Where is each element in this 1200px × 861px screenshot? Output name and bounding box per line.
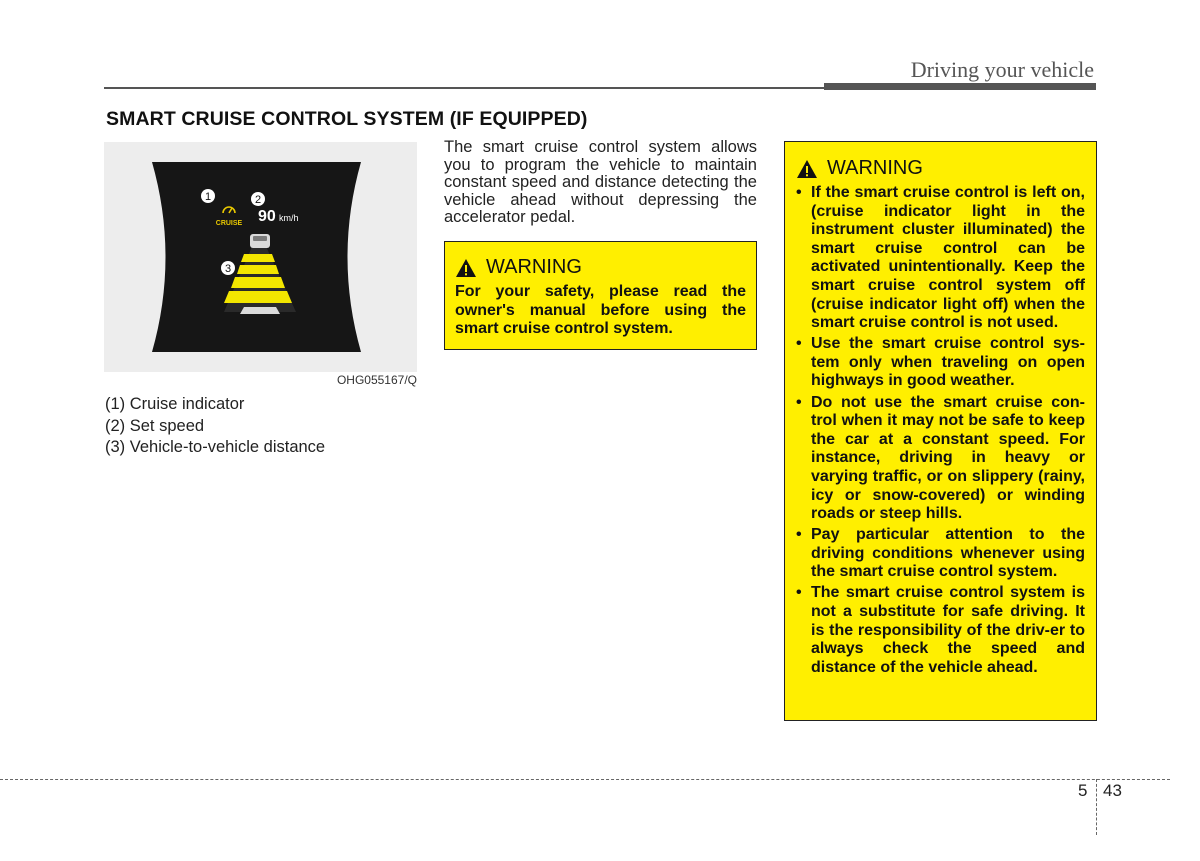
header-rule-accent [824, 83, 1096, 90]
warning-box-large [784, 141, 1097, 721]
marker-1 [201, 189, 215, 203]
legend-item: (3) Vehicle-to-vehicle distance [105, 438, 326, 456]
warning-triangle-icon [796, 159, 818, 179]
figure-legend [105, 394, 325, 459]
warning-box-small [444, 241, 757, 350]
warning-item: • If the smart cruise control is left on, (cruise indicator light in the instrument cluster illuminated) the smart cruise control can be activated unintentionally. Keep the smart cruise control system off (cruise indicator light off) when the smart cruise control is not used. [796, 184, 1085, 333]
footer-divider [1096, 779, 1097, 835]
intro-paragraph: The smart cruise control system allows you to program the vehicle to maintain constant speed and distance detecting the vehicle ahead without depressing the accelerator pedal. [444, 138, 757, 226]
warning-title: WARNING [486, 256, 582, 278]
running-header: Driving your vehicle [910, 57, 1094, 82]
chapter-number: 5 [1078, 781, 1088, 800]
legend-item: (1) Cruise indicator [105, 395, 245, 413]
figure-code: OHG055167/Q [336, 373, 417, 387]
warning-item: • Use the smart cruise control sys-tem only when traveling on open highways in good weather. [796, 335, 1085, 391]
cruise-label: CRUISE [215, 220, 243, 227]
warning-triangle-icon [455, 258, 477, 278]
marker-3 [221, 261, 235, 275]
legend-item: (2) Set speed [105, 416, 205, 435]
header-rule [104, 87, 824, 89]
lead-car-icon [250, 234, 270, 248]
warning-body: For your safety, please read the owner's manual before using the smart cruise control system. [455, 283, 746, 338]
warning-item: • The smart cruise control system is not a substitute for safe driving. It is the responsibility of the driv-er to always check the speed and distance of the vehicle ahead. [796, 584, 1085, 677]
warning-item: • Do not use the smart cruise con-trol when it may not be safe to keep the car at a constant speed. For instance, driving in heavy or varying traffic, or on slippery (rainy, icy or snow-covered) or winding roads or steep hills. [796, 394, 1085, 524]
section-title: SMART CRUISE CONTROL SYSTEM (IF EQUIPPED) [106, 108, 588, 130]
footer-rule [0, 779, 1170, 780]
warning-list [796, 184, 1085, 677]
warning-title: WARNING [827, 157, 923, 179]
marker-2 [251, 192, 265, 206]
svg-text:2: 2 [254, 194, 262, 206]
set-speed-value: 90 [258, 208, 276, 225]
set-speed-unit: km/h [279, 213, 299, 223]
cluster-illustration [104, 142, 417, 372]
warning-item: • Pay particular attention to the driving conditions whenever using the smart cruise control system. [796, 526, 1085, 582]
svg-text:3: 3 [224, 263, 232, 275]
page-number: 43 [1103, 781, 1122, 800]
svg-text:1: 1 [204, 191, 212, 203]
